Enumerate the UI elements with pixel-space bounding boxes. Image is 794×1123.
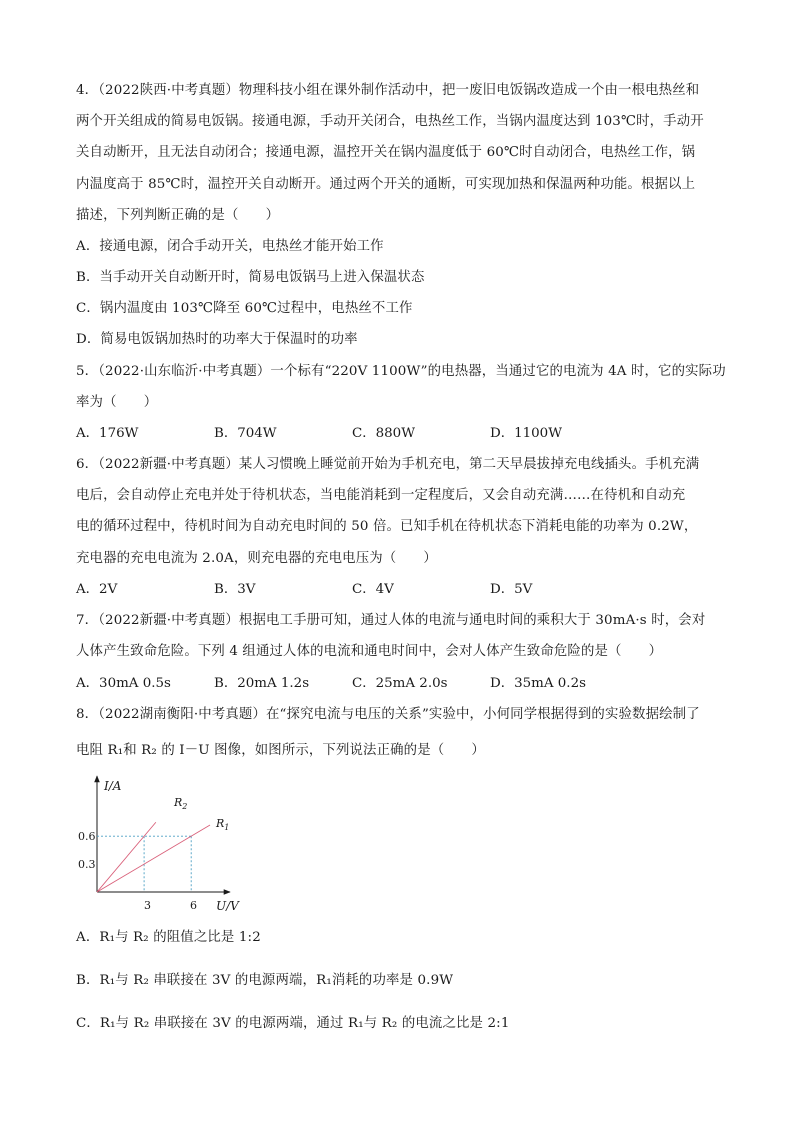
q6-line-1: 6．（2022新疆·中考真题）某人习惯晚上睡觉前开始为手机充电，第二天早晨拔掉充电线插头。手机充满 (76, 457, 700, 472)
q4-line-2: 两个开关组成的简易电饭锅。接通电源，手动开关闭合，电热丝工作，当锅内温度达到 103℃时，手动开 (76, 114, 704, 129)
q7-line-1: 7．（2022新疆·中考真题）根据电工手册可知，通过人体的电流与通电时间的乘积大于 30mA·s 时，会对 (76, 613, 706, 628)
q4-option-b: B．当手动开关自动断开时，简易电饭锅马上进入保温状态 (76, 270, 425, 285)
q7-option-a: A．30mA 0.5s (76, 676, 171, 691)
q4-line-4: 内温度高于 85℃时，温控开关自动断开。通过两个开关的通断，可实现加热和保温两种功能。根据以上 (76, 177, 696, 192)
x-axis-label: U/V (216, 899, 239, 913)
q6-line-3: 电的循环过程中，待机时间为自动充电时间的 50 倍。已知手机在待机状态下消耗电能的功率为 0.2W， (76, 519, 698, 534)
q5-line-1: 5．（2022·山东临沂·中考真题）一个标有“220V 1100W”的电热器，当通过它的电流为 4A 时，它的实际功 (76, 364, 726, 379)
q8-line-1: 8．（2022湖南衡阳·中考真题）在“探究电流与电压的关系”实验中，小何同学根据得到的实验数据绘制了 (76, 707, 700, 722)
q7-option-c: C．25mA 2.0s (352, 676, 448, 691)
q8-option-c: C．R₁与 R₂ 串联接在 3V 的电源两端，通过 R₁与 R₂ 的电流之比是 2:1 (76, 1016, 510, 1031)
q5-option-a: A．176W (76, 426, 139, 441)
series-line-r2 (97, 822, 156, 892)
q4-option-d: D．简易电饭锅加热时的功率大于保温时的功率 (76, 332, 358, 347)
q8-option-a: A．R₁与 R₂ 的阻值之比是 1:2 (76, 930, 261, 945)
x-tick-label-6: 6 (190, 899, 197, 912)
series-line-r1 (97, 825, 210, 892)
series-lines (97, 822, 210, 892)
y-tick-label-0-3: 0.3 (78, 858, 96, 871)
q4-line-5: 描述，下列判断正确的是（ ） (76, 208, 280, 223)
q6-option-b: B．3V (214, 582, 256, 597)
q4-option-c: C．锅内温度由 103℃降至 60℃过程中，电热丝不工作 (76, 301, 413, 316)
q6-option-c: C．4V (352, 582, 394, 597)
q6-line-2: 电后，会自动停止充电并处于待机状态，当电能消耗到一定程度后，又会自动充满……在待机和自动充 (76, 488, 686, 503)
q5-option-b: B．704W (214, 426, 277, 441)
q8-option-b: B．R₁与 R₂ 串联接在 3V 的电源两端，R₁消耗的功率是 0.9W (76, 973, 454, 988)
r1-line-label: $R_1$ (216, 817, 230, 832)
q4-option-a: A．接通电源，闭合手动开关，电热丝才能开始工作 (76, 239, 384, 254)
q7-line-2: 人体产生致命危险。下列 4 组通过人体的电流和通电时间中，会对人体产生致命危险的是（ ） (76, 644, 663, 659)
q5-line-2: 率为（ ） (76, 395, 158, 410)
y-tick-label-0-6: 0.6 (78, 830, 96, 843)
q4-line-3: 关自动断开，且无法自动闭合；接通电源，温控开关在锅内温度低于 60℃时自动闭合，电热丝工作，锅 (76, 145, 696, 160)
q7-option-d: D．35mA 0.2s (490, 676, 586, 691)
x-tick-label-3: 3 (144, 899, 151, 912)
q6-option-d: D．5V (490, 582, 533, 597)
iu-graph (70, 770, 260, 920)
q6-option-a: A．2V (76, 582, 118, 597)
q6-line-4: 充电器的充电电流为 2.0A，则充电器的充电电压为（ ） (76, 551, 437, 566)
q8-line-2: 电阻 R₁和 R₂ 的 I－U 图像，如图所示，下列说法正确的是（ ） (76, 743, 485, 758)
q4-line-1: 4．（2022陕西·中考真题）物理科技小组在课外制作活动中，把一废旧电饭锅改造成一个由一根电热丝和 (76, 83, 700, 98)
q7-option-b: B．20mA 1.2s (214, 676, 310, 691)
q5-option-c: C．880W (352, 426, 415, 441)
y-axis-label: I/A (104, 779, 122, 793)
q5-option-d: D．1100W (490, 426, 562, 441)
r2-line-label: $R_2$ (174, 796, 188, 811)
